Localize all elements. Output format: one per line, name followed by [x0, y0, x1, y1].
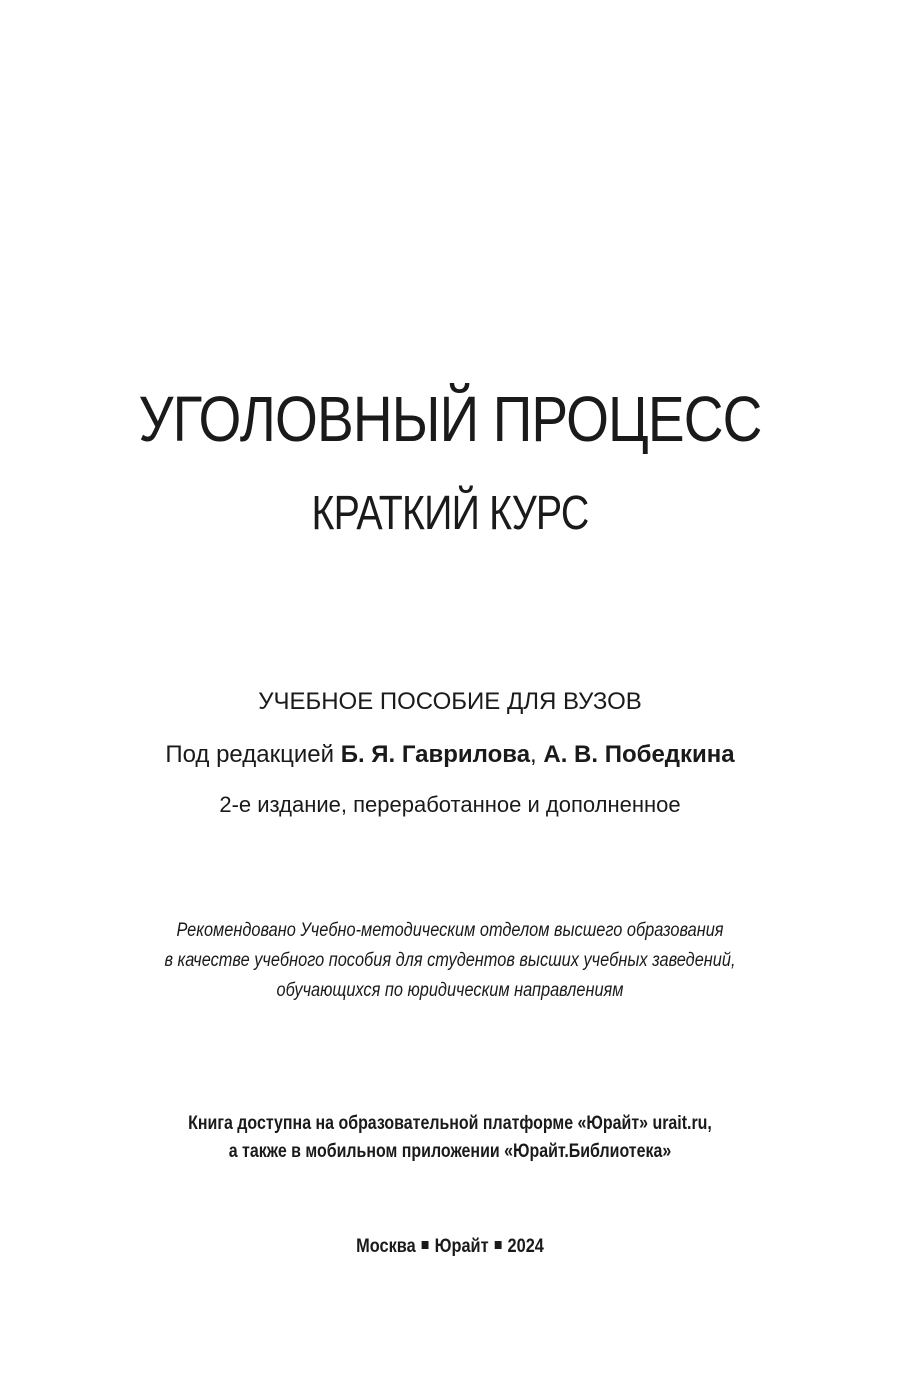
- platform-note: [72, 1110, 828, 1166]
- recommendation-line: в качестве учебного пособия для студентов высших учебных заведений,: [164, 950, 736, 971]
- platform-line: Книга доступна на образовательной платформе «Юрайт» urait.ru,: [188, 1113, 712, 1134]
- imprint-year: 2024: [507, 1236, 544, 1257]
- imprint-publisher: Юрайт: [434, 1236, 489, 1257]
- book-subtitle: КРАТКИЙ КУРС: [311, 487, 589, 540]
- recommendation-line: Рекомендовано Учебно-методическим отделом высшего образования: [176, 920, 724, 941]
- edition-note: 2-е издание, переработанное и дополненное: [219, 792, 681, 817]
- recommendation-line: обучающихся по юридическим направлениям: [276, 980, 624, 1001]
- book-type: УЧЕБНОЕ ПОСОБИЕ ДЛЯ ВУЗОВ: [258, 688, 642, 715]
- book-title: УГОЛОВНЫЙ ПРОЦЕСС: [138, 383, 762, 455]
- square-separator-icon: [422, 1241, 429, 1249]
- editors-separator: ,: [530, 741, 537, 768]
- editors-line: [0, 741, 900, 769]
- imprint-city: Москва: [356, 1236, 416, 1257]
- editor-name: А. В. Победкина: [543, 741, 735, 768]
- platform-line: а также в мобильном приложении «Юрайт.Библиотека»: [228, 1141, 672, 1162]
- recommendation-note: [63, 916, 837, 1006]
- imprint: [63, 1236, 837, 1258]
- editor-name: Б. Я. Гаврилова: [340, 741, 531, 768]
- editors-prefix: Под редакцией: [165, 741, 335, 768]
- square-separator-icon: [495, 1241, 502, 1249]
